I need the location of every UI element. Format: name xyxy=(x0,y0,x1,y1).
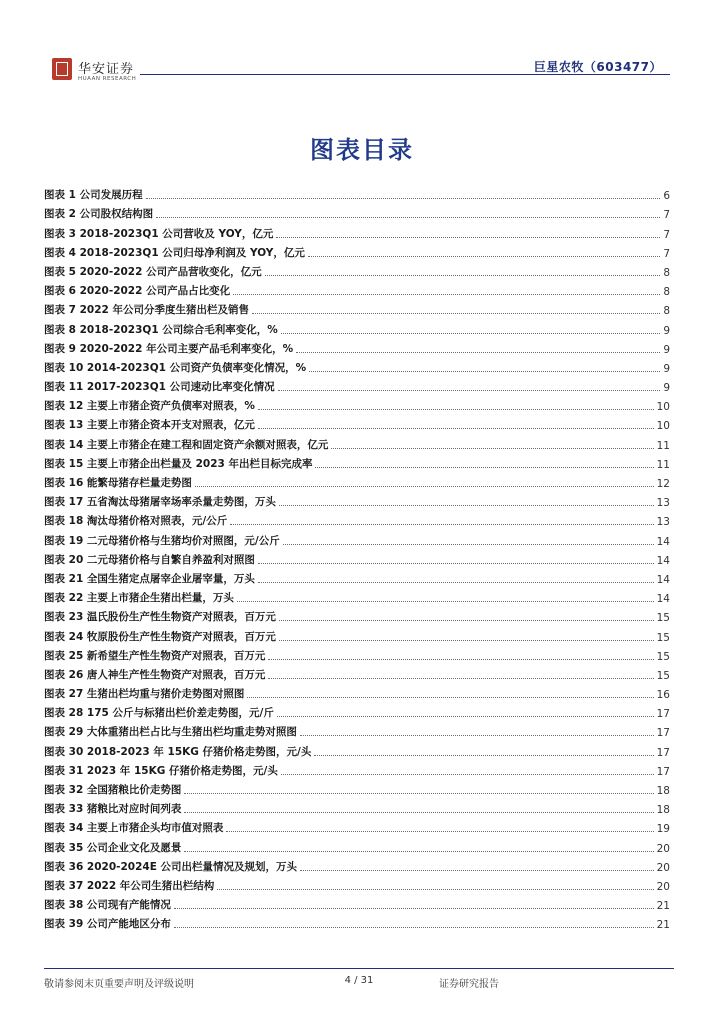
toc-dot-leader xyxy=(279,640,654,641)
toc-entry-label: 图表 19 二元母猪价格与生猪均价对照图，元/公斤 xyxy=(44,534,280,547)
toc-entry[interactable] xyxy=(44,452,670,471)
footer-rule xyxy=(44,968,674,969)
toc-dot-leader xyxy=(300,870,654,871)
toc-entry-label: 图表 6 2020-2022 公司产品占比变化 xyxy=(44,285,231,298)
toc-dot-leader xyxy=(217,889,653,890)
toc-entry[interactable] xyxy=(44,778,670,797)
toc-dot-leader xyxy=(277,716,654,717)
toc-dot-leader xyxy=(230,524,653,525)
toc-entry[interactable] xyxy=(44,548,670,567)
toc-dot-leader xyxy=(146,198,661,199)
toc-entry[interactable] xyxy=(44,490,670,509)
toc-entry[interactable] xyxy=(44,432,670,451)
toc-dot-leader xyxy=(268,678,653,679)
toc-entry-label: 图表 18 淘汰母猪价格对照表，元/公斤 xyxy=(44,515,228,528)
huaan-logo-seal-icon xyxy=(52,58,72,80)
toc-entry-label: 图表 17 五省淘汰母猪屠宰场率杀量走势图，万头 xyxy=(44,496,276,509)
toc-entry-label: 图表 24 牧原股份生产性生物资产对照表，百万元 xyxy=(44,630,276,643)
toc-dot-leader xyxy=(233,294,660,295)
toc-entry-page: 9 xyxy=(663,382,670,395)
toc-dot-leader xyxy=(315,467,653,468)
toc-entry-label: 图表 9 2020-2022 年公司主要产品毛利率变化，% xyxy=(44,342,294,355)
toc-dot-leader xyxy=(258,409,654,410)
toc-dot-leader xyxy=(279,620,654,621)
toc-entry-page: 19 xyxy=(656,823,670,836)
logo-text-cn: 华安证券 xyxy=(78,62,135,77)
toc-entry-page: 17 xyxy=(656,765,670,778)
toc-entry[interactable] xyxy=(44,183,670,202)
toc-entry-label: 图表 33 猪粮比对应时间列表 xyxy=(44,803,182,816)
toc-entry-page: 17 xyxy=(656,746,670,759)
toc-entry-page: 15 xyxy=(656,631,670,644)
page-title: 图表目录 xyxy=(310,136,414,164)
toc-entry-label: 图表 5 2020-2022 公司产品营收变化，亿元 xyxy=(44,265,262,278)
toc-dot-leader xyxy=(265,275,661,276)
toc-entry[interactable] xyxy=(44,797,670,816)
toc-entry-label: 图表 3 2018-2023Q1 公司营收及 YOY，亿元 xyxy=(44,227,274,240)
figure-list xyxy=(44,183,670,931)
toc-entry-label: 图表 36 2020-2024E 公司出栏量情况及规划，万头 xyxy=(44,860,298,873)
toc-entry-label: 图表 15 主要上市猪企出栏量及 2023 年出栏目标完成率 xyxy=(44,457,313,470)
toc-dot-leader xyxy=(279,505,654,506)
toc-entry-page: 13 xyxy=(656,516,670,529)
footer-doc-type: 证券研究报告 xyxy=(439,979,499,990)
header-company: 巨星农牧（603477） xyxy=(533,60,662,74)
toc-entry-label: 图表 29 大体重猪出栏占比与生猪出栏均重走势对照图 xyxy=(44,726,297,739)
toc-entry[interactable] xyxy=(44,586,670,605)
toc-entry-page: 20 xyxy=(656,842,670,855)
toc-entry[interactable] xyxy=(44,375,670,394)
toc-entry[interactable] xyxy=(44,835,670,854)
toc-entry-page: 20 xyxy=(656,880,670,893)
toc-entry[interactable] xyxy=(44,567,670,586)
toc-dot-leader xyxy=(195,486,654,487)
toc-entry-label: 图表 35 公司企业文化及愿景 xyxy=(44,841,182,854)
toc-entry-label: 图表 16 能繁母猪存栏量走势图 xyxy=(44,477,192,489)
toc-entry[interactable] xyxy=(44,394,670,413)
toc-entry-page: 16 xyxy=(656,689,670,702)
toc-entry[interactable] xyxy=(44,202,670,221)
toc-entry[interactable] xyxy=(44,221,670,240)
toc-entry-page: 21 xyxy=(656,919,670,932)
toc-entry-page: 14 xyxy=(656,554,670,567)
toc-entry-page: 15 xyxy=(656,669,670,682)
toc-dot-leader xyxy=(258,563,654,564)
toc-entry[interactable] xyxy=(44,720,670,739)
toc-entry-page: 8 xyxy=(663,305,670,318)
toc-entry[interactable] xyxy=(44,528,670,547)
toc-entry[interactable] xyxy=(44,816,670,835)
toc-entry[interactable] xyxy=(44,682,670,701)
toc-entry-label: 图表 7 2022 年公司分季度生猪出栏及销售 xyxy=(44,304,249,317)
logo-text-en: HUAAN RESEARCH xyxy=(78,76,137,82)
toc-entry-page: 13 xyxy=(656,497,670,510)
toc-entry-label: 图表 22 主要上市猪企生猪出栏量，万头 xyxy=(44,592,234,605)
toc-dot-leader xyxy=(184,793,653,794)
toc-entry-page: 15 xyxy=(656,612,670,625)
toc-entry-page: 8 xyxy=(663,286,670,299)
toc-entry-page: 11 xyxy=(656,439,670,452)
toc-entry-page: 7 xyxy=(663,209,670,222)
toc-entry[interactable] xyxy=(44,644,670,663)
toc-entry-page: 7 xyxy=(663,247,670,260)
toc-entry-label: 图表 14 主要上市猪企在建工程和固定资产余额对照表，亿元 xyxy=(44,438,329,451)
toc-dot-leader xyxy=(268,659,653,660)
toc-entry[interactable] xyxy=(44,298,670,317)
toc-dot-leader xyxy=(281,333,660,334)
toc-entry-page: 6 xyxy=(663,190,670,203)
toc-entry-page: 11 xyxy=(656,458,670,471)
toc-entry-page: 14 xyxy=(656,535,670,548)
toc-dot-leader xyxy=(247,697,653,698)
toc-entry[interactable] xyxy=(44,260,670,279)
toc-dot-leader xyxy=(258,428,654,429)
page-footer xyxy=(44,968,674,998)
toc-dot-leader xyxy=(283,544,654,545)
toc-entry[interactable] xyxy=(44,605,670,624)
toc-entry[interactable] xyxy=(44,241,670,260)
toc-entry[interactable] xyxy=(44,337,670,356)
toc-dot-leader xyxy=(156,217,660,218)
toc-entry-page: 12 xyxy=(656,478,670,490)
toc-entry[interactable] xyxy=(44,759,670,778)
toc-entry-label: 图表 28 175 公斤与标猪出栏价差走势图，元/斤 xyxy=(44,707,274,720)
toc-entry-label: 图表 23 温氏股份生产性生物资产对照表，百万元 xyxy=(44,611,276,624)
toc-entry-label: 图表 32 全国猪粮比价走势图 xyxy=(44,784,182,796)
toc-entry[interactable] xyxy=(44,413,670,432)
toc-entry-label: 图表 4 2018-2023Q1 公司归母净利润及 YOY，亿元 xyxy=(44,246,305,259)
toc-dot-leader xyxy=(300,735,654,736)
toc-dot-leader xyxy=(237,601,654,602)
toc-entry-page: 7 xyxy=(663,228,670,241)
toc-entry[interactable] xyxy=(44,912,670,931)
toc-dot-leader xyxy=(184,851,653,852)
toc-entry-label: 图表 1 公司发展历程 xyxy=(44,189,143,202)
toc-entry-label: 图表 39 公司产能地区分布 xyxy=(44,918,171,931)
toc-entry[interactable] xyxy=(44,624,670,643)
toc-entry-label: 图表 13 主要上市猪企资本开支对照表，亿元 xyxy=(44,419,255,432)
toc-entry-page: 18 xyxy=(656,804,670,817)
toc-entry[interactable] xyxy=(44,855,670,874)
toc-entry-label: 图表 12 主要上市猪企资产负债率对照表，% xyxy=(44,400,255,413)
toc-dot-leader xyxy=(314,755,653,756)
toc-dot-leader xyxy=(296,352,660,353)
toc-entry-page: 20 xyxy=(656,861,670,874)
toc-entry-page: 9 xyxy=(663,362,670,375)
toc-entry-label: 图表 25 新希望生产性生物资产对照表，百万元 xyxy=(44,649,266,662)
toc-entry-label: 图表 26 唐人神生产性生物资产对照表，百万元 xyxy=(44,668,266,681)
toc-entry-page: 15 xyxy=(656,650,670,663)
toc-dot-leader xyxy=(226,831,653,832)
toc-entry-page: 9 xyxy=(663,324,670,337)
toc-entry-label: 图表 31 2023 年 15KG 仔猪价格走势图，元/头 xyxy=(44,764,278,777)
toc-entry-page: 18 xyxy=(656,785,670,797)
toc-entry[interactable] xyxy=(44,279,670,298)
toc-entry-label: 图表 37 2022 年公司生猪出栏结构 xyxy=(44,879,215,892)
toc-entry-page: 8 xyxy=(663,266,670,279)
toc-entry-page: 17 xyxy=(656,708,670,721)
toc-entry-page: 10 xyxy=(656,420,670,433)
toc-dot-leader xyxy=(309,371,660,372)
toc-dot-leader xyxy=(276,237,660,238)
footer-page-number: 4 / 31 xyxy=(344,975,374,986)
toc-dot-leader xyxy=(252,313,660,314)
toc-entry[interactable] xyxy=(44,471,670,490)
toc-entry-label: 图表 34 主要上市猪企头均市值对照表 xyxy=(44,822,224,835)
toc-entry-label: 图表 20 二元母猪价格与自繁自养盈利对照图 xyxy=(44,553,255,566)
toc-entry-page: 17 xyxy=(656,727,670,740)
toc-entry-label: 图表 30 2018-2023 年 15KG 仔猪价格走势图，元/头 xyxy=(44,745,312,758)
toc-entry[interactable] xyxy=(44,701,670,720)
toc-dot-leader xyxy=(174,927,654,928)
toc-entry[interactable] xyxy=(44,356,670,375)
toc-entry-page: 14 xyxy=(656,573,670,586)
toc-entry-label: 图表 11 2017-2023Q1 公司速动比率变化情况 xyxy=(44,381,275,394)
toc-dot-leader xyxy=(308,256,660,257)
toc-entry-label: 图表 10 2014-2023Q1 公司资产负债率变化情况，% xyxy=(44,361,307,374)
toc-entry-label: 图表 38 公司现有产能情况 xyxy=(44,899,171,912)
toc-dot-leader xyxy=(258,582,654,583)
toc-entry-page: 14 xyxy=(656,593,670,606)
toc-dot-leader xyxy=(331,448,653,449)
toc-entry[interactable] xyxy=(44,739,670,758)
toc-entry[interactable] xyxy=(44,874,670,893)
toc-entry-page: 10 xyxy=(656,401,670,414)
toc-entry-label: 图表 2 公司股权结构图 xyxy=(44,208,154,221)
toc-entry[interactable] xyxy=(44,893,670,912)
toc-entry-page: 9 xyxy=(663,343,670,356)
toc-dot-leader xyxy=(174,908,654,909)
toc-dot-leader xyxy=(281,774,654,775)
toc-dot-leader xyxy=(184,812,653,813)
page-header xyxy=(40,54,670,86)
toc-dot-leader xyxy=(278,390,661,391)
toc-entry[interactable] xyxy=(44,509,670,528)
toc-entry-label: 图表 8 2018-2023Q1 公司综合毛利率变化，% xyxy=(44,323,278,336)
footer-disclaimer: 敬请参阅末页重要声明及评级说明 xyxy=(44,979,194,990)
toc-entry-label: 图表 21 全国生猪定点屠宰企业屠宰量，万头 xyxy=(44,572,255,585)
toc-entry[interactable] xyxy=(44,317,670,336)
toc-entry-label: 图表 27 生猪出栏均重与猪价走势图对照图 xyxy=(44,688,245,701)
toc-entry[interactable] xyxy=(44,663,670,682)
toc-entry-page: 21 xyxy=(656,900,670,913)
